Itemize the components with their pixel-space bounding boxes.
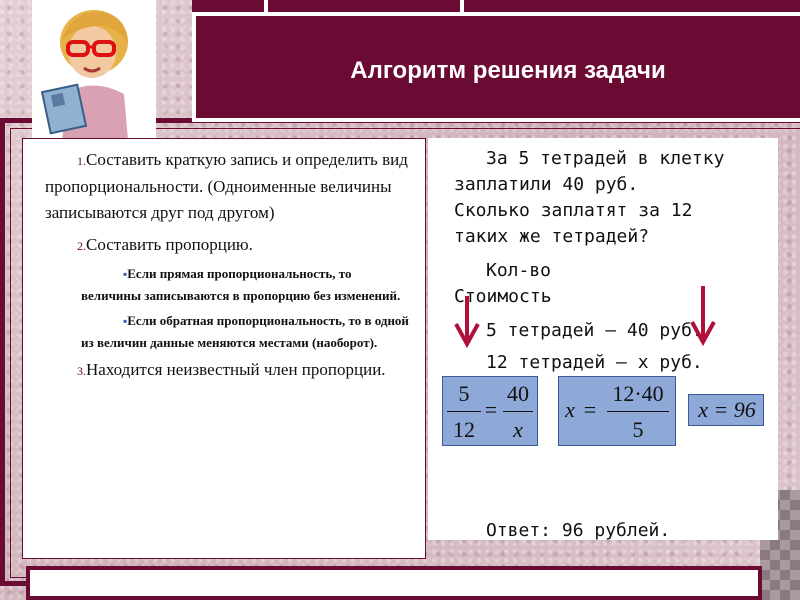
record-row-1: 5 тетрадей – 40 руб. <box>486 320 703 341</box>
rule-text: Если обратная пропорциональность, то в одной из величин данные меняются местами (наоборот). <box>81 313 409 350</box>
algorithm-step-1 <box>45 147 413 226</box>
arrow-down-icon <box>688 286 718 348</box>
equals-sign: = <box>484 397 498 422</box>
step-number: 2. <box>77 239 86 253</box>
bottom-bar-inner <box>30 570 758 596</box>
fraction-denominator: 5 <box>632 417 644 442</box>
step-text: Составить краткую запись и определить вид пропорциональности. (Одноименные величины записываются друг под другом) <box>45 150 408 222</box>
result-formula <box>688 394 764 426</box>
bullet-icon: ▪ <box>123 267 128 281</box>
proportion-formula <box>442 376 538 446</box>
bullet-icon: ▪ <box>123 314 128 328</box>
header-cost: Стоимость <box>454 286 552 307</box>
problem-line: За 5 тетрадей в клетку <box>486 148 725 169</box>
algorithm-step-2 <box>45 232 413 259</box>
result-text: x = 96 <box>698 397 756 422</box>
step-text: Находится неизвестный член пропорции. <box>86 360 386 379</box>
record-row-2: 12 тетрадей – х руб. <box>486 352 703 373</box>
algorithm-step-3 <box>45 357 413 384</box>
teacher-with-glasses-icon <box>32 0 156 140</box>
header-quantity: Кол-во <box>486 260 552 281</box>
slide-title: Алгоритм решения задачи <box>350 57 666 84</box>
rule-text: Если прямая пропорциональность, то величины записываются в пропорцию без изменений. <box>81 266 401 303</box>
fraction-line <box>447 411 481 412</box>
fraction-line <box>503 411 533 412</box>
variable-x: x <box>565 397 575 422</box>
rule-direct-proportion <box>81 263 413 306</box>
step-number: 3. <box>77 364 86 378</box>
rule-inverse-proportion <box>81 310 413 353</box>
problem-line: таких же тетрадей? <box>454 226 650 247</box>
arrow-down-icon <box>452 296 482 350</box>
fraction-numerator: 40 <box>507 381 529 406</box>
fraction-numerator: 5 <box>458 381 470 406</box>
answer-text: Ответ: 96 рублей. <box>486 520 671 541</box>
fraction-numerator: 12·40 <box>612 381 664 406</box>
fraction-denominator: 12 <box>453 417 475 442</box>
bottom-bar <box>26 566 762 600</box>
fraction-denominator: x <box>513 417 523 442</box>
title-top-strip <box>192 0 800 12</box>
avatar <box>32 0 156 140</box>
step-text: Составить пропорцию. <box>86 235 253 254</box>
equals-sign: = <box>583 397 597 422</box>
step-number: 1. <box>77 154 86 168</box>
algorithm-panel <box>22 138 426 559</box>
problem-line: Сколько заплатят за 12 <box>454 200 693 221</box>
fraction-line <box>607 411 669 412</box>
title-banner <box>192 12 800 122</box>
problem-line: заплатили 40 руб. <box>454 174 639 195</box>
solution-formula <box>558 376 676 446</box>
